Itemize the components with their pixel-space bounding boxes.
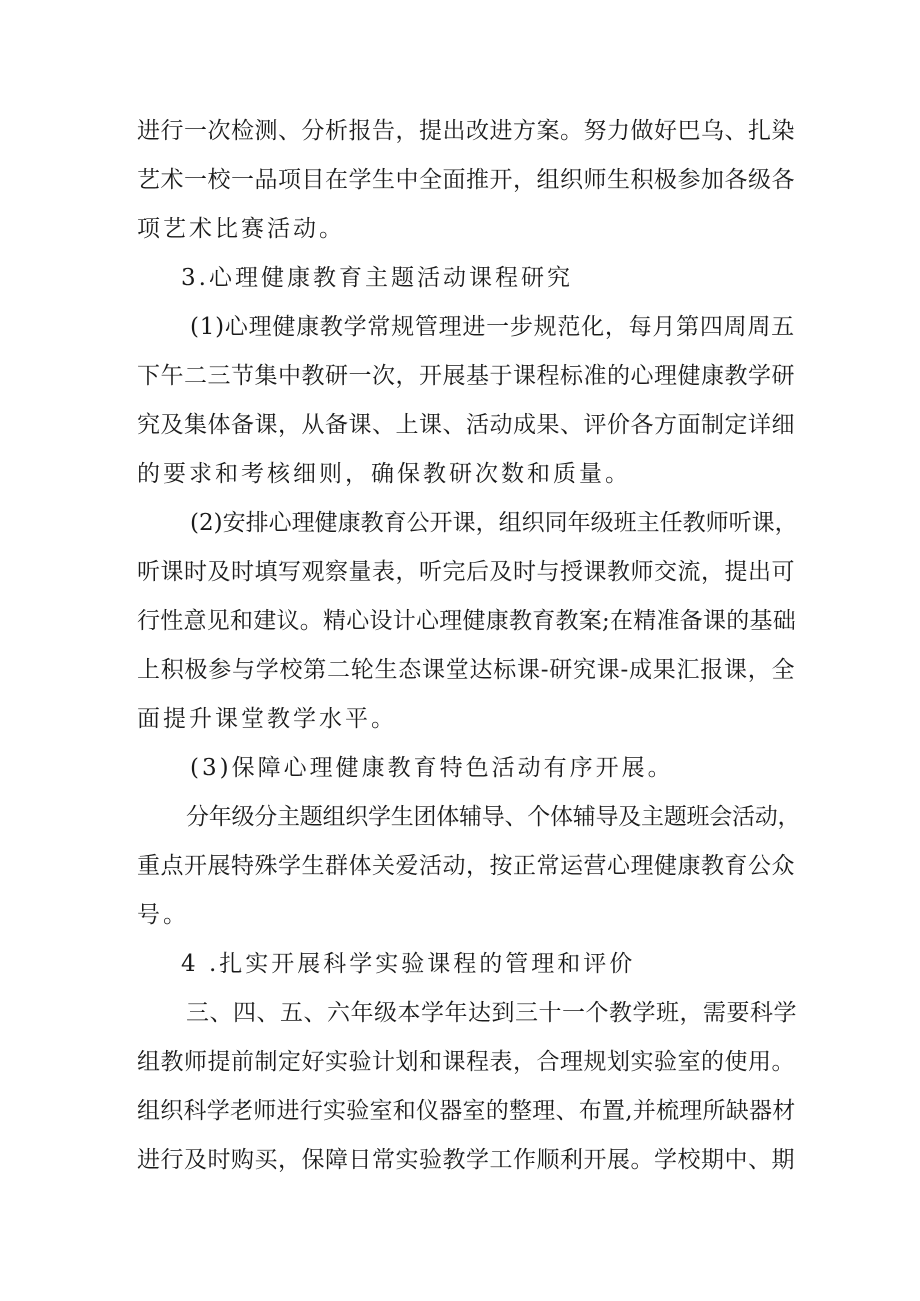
paragraph-line: (1)心理健康教学常规管理进一步规范化，每月第四周周五 (190, 314, 795, 340)
paragraph-line: 分年级分主题组织学生团体辅导、个体辅导及主题班会活动， (186, 804, 801, 830)
paragraph-line: 号。 (137, 902, 189, 928)
section-heading: 4 .扎实开展科学实验课程的管理和评价 (181, 951, 636, 977)
paragraph-line: 进行一次检测、分析报告，提出改进方案。努力做好巴乌、扎染 (137, 118, 795, 144)
paragraph-line: 三、四、五、六年级本学年达到三十一个教学班，需要科学 (186, 1000, 797, 1026)
paragraph-line: 下午二三节集中教研一次，开展基于课程标准的心理健康教学研 (137, 363, 795, 389)
paragraph-line: 组教师提前制定好实验计划和课程表，合理规划实验室的使用。 (137, 1049, 795, 1075)
section-heading: 3.心理健康教育主题活动课程研究 (181, 265, 573, 291)
paragraph-line: 组织科学老师进行实验室和仪器室的整理、布置,并梳理所缺器材 (137, 1098, 796, 1124)
paragraph-line: (2)安排心理健康教育公开课，组织同年级班主任教师听课， (190, 510, 798, 536)
paragraph-line: (3)保障心理健康教育特色活动有序开展。 (190, 755, 674, 781)
paragraph-line: 面提升课堂教学水平。 (137, 706, 397, 732)
paragraph-line: 行性意见和建议。精心设计心理健康教育教案;在精准备课的基础 (137, 608, 796, 634)
paragraph-line: 听课时及时填写观察量表，听完后及时与授课教师交流，提出可 (137, 559, 795, 585)
paragraph-line: 究及集体备课，从备课、上课、活动成果、评价各方面制定详细 (137, 412, 795, 438)
paragraph-line: 艺术一校一品项目在学生中全面推开，组织师生积极参加各级各 (137, 167, 795, 193)
paragraph-line: 上积极参与学校第二轮生态课堂达标课-研究课-成果汇报课，全 (137, 657, 796, 683)
paragraph-line: 进行及时购买，保障日常实验教学工作顺利开展。学校期中、期 (137, 1147, 795, 1173)
paragraph-line: 重点开展特殊学生群体关爱活动，按正常运营心理健康教育公众 (137, 853, 795, 879)
paragraph-line: 的要求和考核细则，确保教研次数和质量。 (137, 461, 631, 487)
paragraph-line: 项艺术比赛活动。 (137, 216, 345, 242)
